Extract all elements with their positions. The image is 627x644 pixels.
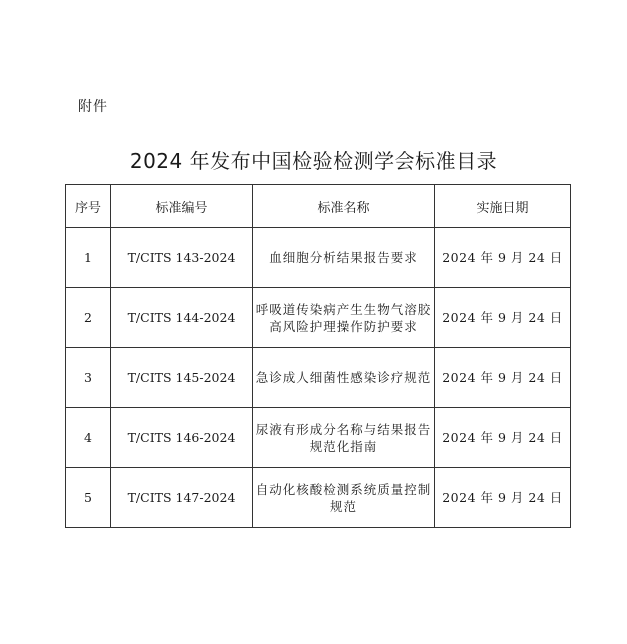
header-code: 标准编号 [111,185,253,228]
cell-date: 2024 年 9 月 24 日 [435,468,571,528]
header-seq: 序号 [66,185,111,228]
cell-seq: 4 [66,408,111,468]
cell-seq: 3 [66,348,111,408]
table-row [66,288,571,348]
cell-name: 尿液有形成分名称与结果报告规范化指南 [253,408,435,468]
cell-date: 2024 年 9 月 24 日 [435,348,571,408]
header-name: 标准名称 [253,185,435,228]
cell-date: 2024 年 9 月 24 日 [435,408,571,468]
table-row [66,348,571,408]
cell-seq: 5 [66,468,111,528]
cell-name: 呼吸道传染病产生生物气溶胶高风险护理操作防护要求 [253,288,435,348]
cell-seq: 1 [66,228,111,288]
cell-code: T/CITS 144-2024 [111,288,253,348]
cell-code: T/CITS 147-2024 [111,468,253,528]
cell-code: T/CITS 146-2024 [111,408,253,468]
cell-seq: 2 [66,288,111,348]
table-header-row [66,185,571,228]
table-row [66,228,571,288]
cell-name: 急诊成人细菌性感染诊疗规范 [253,348,435,408]
table-row [66,408,571,468]
cell-code: T/CITS 143-2024 [111,228,253,288]
cell-name: 血细胞分析结果报告要求 [253,228,435,288]
table-row [66,468,571,528]
cell-name: 自动化核酸检测系统质量控制规范 [253,468,435,528]
cell-date: 2024 年 9 月 24 日 [435,288,571,348]
standards-table [65,184,571,528]
document-title: 2024 年发布中国检验检测学会标准目录 [129,149,498,173]
header-date: 实施日期 [435,185,571,228]
attachment-label: 附件 [78,99,108,115]
cell-code: T/CITS 145-2024 [111,348,253,408]
cell-date: 2024 年 9 月 24 日 [435,228,571,288]
